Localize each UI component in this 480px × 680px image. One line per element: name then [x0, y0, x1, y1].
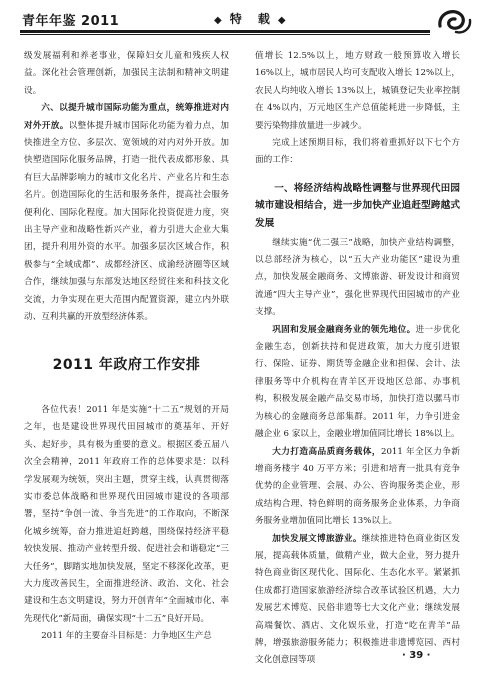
paragraph: 完成上述预期目标，我们将着重抓好以下七个方面的工作： — [255, 138, 460, 166]
paragraph — [24, 100, 229, 326]
paragraph — [255, 444, 460, 531]
paragraph-lead: 巩固和发展金融商务业的领先地位。 — [272, 324, 416, 335]
paragraph-body: 继续推进特色商业街区发展，提高载体质量，做精产业，做大企业，努力提升特色商业街区现代化、国际化、生态化水平。紧紧抓住成都打造国家旅游经济综合改革试验区机遇，大力发展艺术博览、民俗非遗等七大文化产业；继续发展高端餐饮、酒店、文化娱乐业，打造“吃在青羊”品牌，增强旅游服务能力；积极推进非遗博览园、西村文化创意园等项 — [255, 533, 460, 666]
section-name: 特 载 — [229, 12, 276, 26]
paragraph-body: 进一步优化金融生态，创新扶持和促进政策，加大力度引进银行、保险、证券、期货等金融企业和担保、会计、法律服务等中介机构在青羊区开设地区总部、办事机构，积极发展金融产品交易市场，加快打造以骡马市为核心的金融商务总部集群。2011 年，力争引进金融企业 6 家以上，金融业增加值同比增长 18%以上。 — [255, 324, 460, 440]
subsection-title: 一、将经济结构战略性调整与世界现代田园城市建设相结合，进一步加快产业追赶型跨越式发展 — [255, 182, 460, 230]
diamond-right-icon: ◆ — [277, 15, 292, 26]
paragraph-lead: 六、以提升城市国际功能为重点，统筹推进对内对外开放。 — [24, 103, 229, 131]
paragraph: 2011 年的主要奋斗目标是：力争地区生产总 — [41, 631, 212, 642]
paragraph-lead: 大力打造高品质商务载体， — [272, 446, 381, 457]
swirl-logo-icon — [434, 4, 474, 38]
paragraph: 继续实施“优二强三”战略，加快产业结构调整，以总部经济为核心，以“五大产业功能区”建设为重点，加快发展金融商务、文博旅游、研发设计和商贸流通“四大主导产业”，强化世界现代田园城市的产业支撑。 — [255, 237, 460, 318]
section-label — [212, 10, 294, 27]
section-title: 2011 年政府工作安排 — [52, 356, 201, 373]
paragraph-body: 以整体提升城市国际化功能为着力点，加快推进全方位、多层次、宽领域的对内对外开放。加快塑造国际化服务品牌，打造一批代表成都形象、具有巨大品牌影响力的城市文化名片、产业名片和生态名片。创造国际化的生活和服务条件，提高社会服务便利化、国际化程度。加大国际化投资促进力度，突出主导产业和战略性新兴产业，着力引进大企业大集团，提升利用外资的水平。加强多层次区域合作，积极参与“全域成都”、成都经济区、成渝经济圈等区域合作，继续加强与东部发达地区经贸往来和科技文化交流，力争实现在更大范围内配置资源，建立内外联动、互利共赢的开放型经济体系。 — [24, 120, 229, 323]
header-rule-thick — [20, 30, 430, 33]
header-rule-thin — [20, 34, 430, 35]
diamond-left-icon: ◆ — [214, 15, 228, 26]
paragraph — [255, 531, 460, 670]
paragraph-body: 2011 年全区力争新增商务楼宇 40 万平方米；引进和培育一批具有竞争优势的企业管理、会展、办公、咨询服务类企业，形成结构合理、特色鲜明的商务服务企业体系，力争商务服务业增加值同比增长 13%以上。 — [255, 446, 460, 527]
paragraph-lead: 加快发展文博旅游业。 — [272, 533, 362, 544]
right-column — [255, 48, 460, 670]
page-number: · 39 · — [402, 650, 431, 661]
paragraph: 值增长 12.5%以上，地方财政一般预算收入增长 16%以上，城市居民人均可支配收入增长 12%以上，农民人均纯收入增长 13%以上，城镇登记失业率控制在 4%以内，万元地区生产总值能耗进一步降低，主要污染物排放量进一步减少。 — [255, 51, 460, 131]
paragraph: 各位代表！2011 年是实施“十二五”规划的开局之年，也是建设世界现代田园城市的奠基年、开好头、起好步，具有极为重要的意义。根据区委五届八次全会精神，2011 年政府工作的总体要求是：以科学发展观为统领，突出主题，贯穿主线，认真贯彻落实市委总体战略和世界现代田园城市建设的各项部署，坚持“争创一流、争当先进”的工作取向，不断深化城乡统筹，奋力推进追赶跨越，围绕保持经济平稳较快发展、推动产业转型升级、促进社会和谐稳定“三大任务”，脚踏实地加快发展，坚定不移深化改革，更大力度改善民生，全面推进经济、政治、文化、社会建设和生态文明建设，努力开创青年“全面城市化、率先现代化”新局面，确保实现“十二五”良好开局。 — [24, 404, 229, 624]
paragraph — [255, 322, 460, 444]
page-header — [0, 0, 480, 40]
paragraph: 级发展福利和养老事业，保障妇女儿童和残疾人权益。深化社会管理创新，加强民主法制和精神文明建设。 — [24, 51, 229, 96]
publication-title: 青年年鉴 2011 — [22, 14, 120, 29]
left-column — [24, 48, 229, 646]
